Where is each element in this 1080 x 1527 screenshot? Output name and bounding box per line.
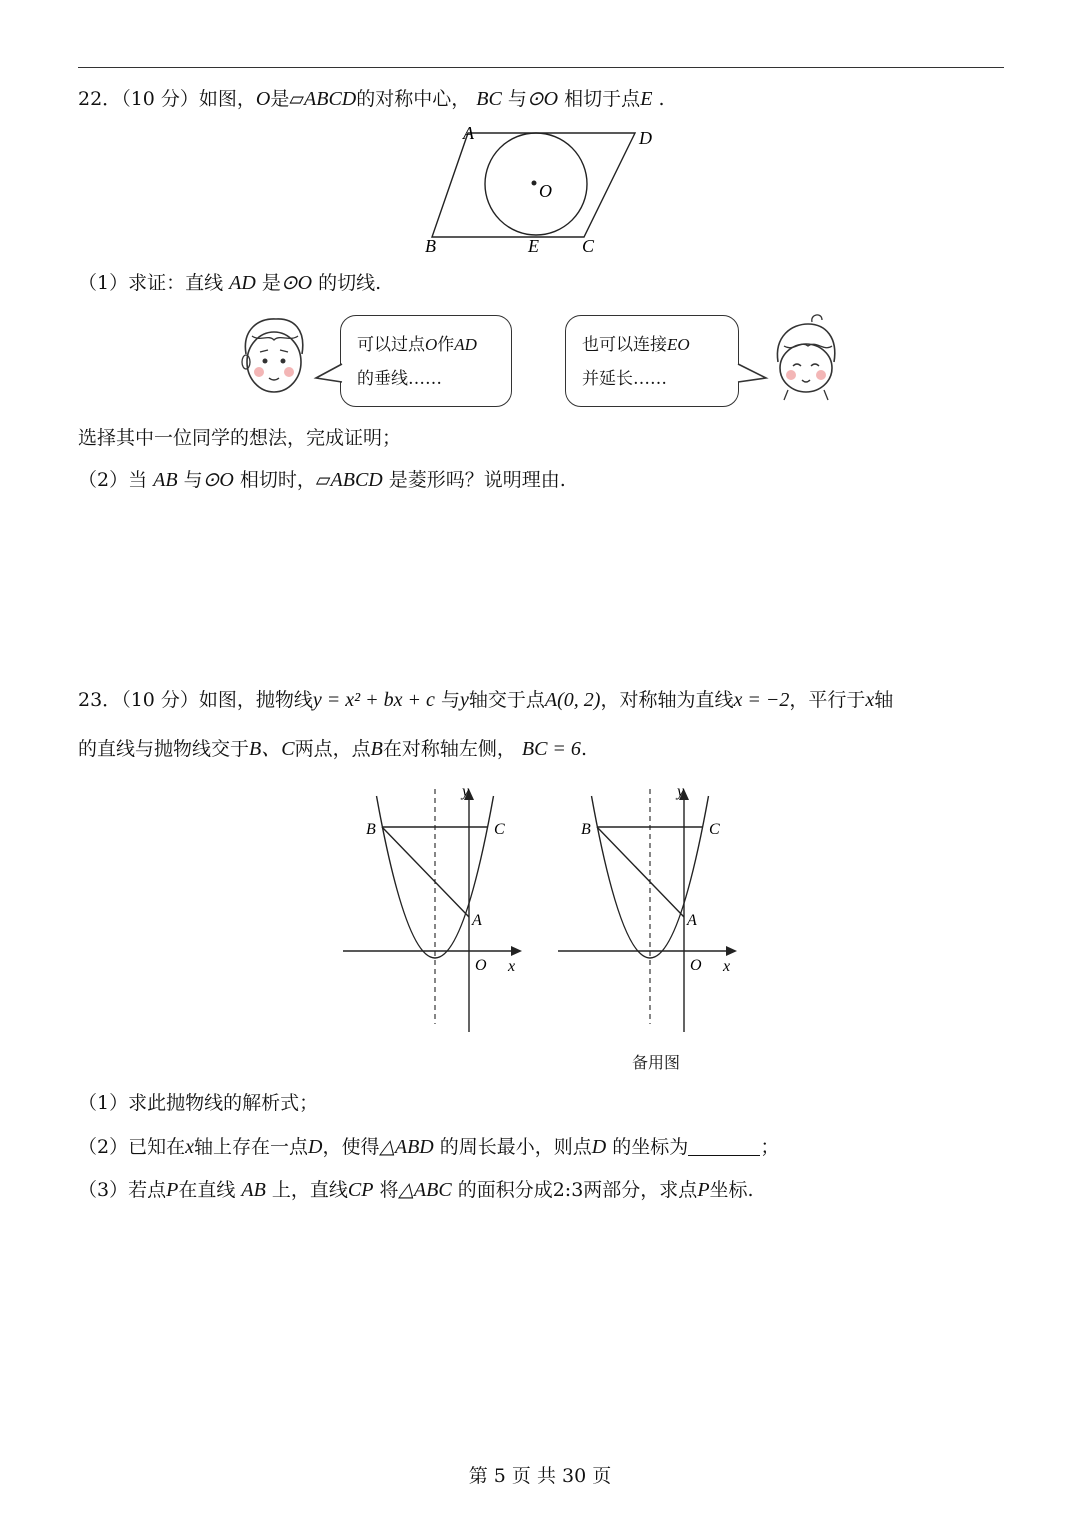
- parallelogram-figure: [420, 120, 670, 260]
- segment-ab: [382, 827, 469, 917]
- label-c: C: [582, 236, 595, 256]
- speech-bubble-right: 也可以连接EO 并延长……: [565, 315, 739, 407]
- label-b: B: [581, 821, 591, 838]
- x-axis-arrow: [726, 946, 737, 956]
- segment-ab: [597, 827, 684, 917]
- label-a: A: [687, 912, 697, 929]
- girl-face-icon: [766, 312, 846, 402]
- q23-part3: （3）若点P在直线 AB 上，直线CP 将△ABC 的面积分成2:3两部分，求点P坐标.: [78, 1179, 754, 1201]
- parabola-graph-main: [340, 784, 530, 1036]
- q22-part1: （1）求证：直线 AD 是⊙O 的切线.: [78, 272, 382, 294]
- q23-stem-line2: 的直线与抛物线交于B、C两点，点B在对称轴左侧， BC = 6.: [78, 738, 587, 760]
- label-x: x: [723, 958, 731, 975]
- label-x: x: [508, 958, 516, 975]
- label-e: E: [528, 236, 539, 256]
- center-dot-o: [532, 181, 537, 186]
- q22-part2: （2）当 AB 与⊙O 相切时，▱ABCD 是菱形吗？说明理由.: [78, 469, 566, 491]
- top-rule: [78, 67, 1004, 68]
- q23-part1: （1）求此抛物线的解析式；: [78, 1092, 319, 1114]
- label-o: O: [690, 957, 702, 974]
- label-o: O: [475, 957, 487, 974]
- label-a: A: [472, 912, 482, 929]
- label-o: O: [539, 181, 552, 201]
- speech-bubble-left: 可以过点O作AD 的垂线……: [340, 315, 512, 407]
- q23-stem-line1: 23．（10 分）如图，抛物线y = x² + bx + c 与y轴交于点A(0, 2)，对称轴为直线x = −2，平行于x轴: [78, 689, 894, 711]
- label-y: y: [677, 784, 685, 800]
- boy-face-icon: [234, 312, 314, 402]
- parabola-graph-spare: [555, 784, 745, 1036]
- bubble-tail-right: [730, 360, 770, 390]
- label-b: B: [425, 236, 436, 256]
- label-a: A: [463, 123, 474, 143]
- x-axis-arrow: [511, 946, 522, 956]
- q22-choose: 选择其中一位同学的想法，完成证明；: [78, 427, 402, 449]
- label-d: D: [639, 128, 652, 148]
- label-b: B: [366, 821, 376, 838]
- bubble-tail-left: [312, 360, 352, 390]
- page-footer: 第 5 页 共 30 页: [468, 1465, 612, 1487]
- spare-figure-caption: 备用图: [632, 1053, 681, 1072]
- label-c: C: [494, 821, 505, 838]
- answer-blank[interactable]: [688, 1137, 760, 1156]
- q22-stem: 22．（10 分）如图，O是▱ABCD的对称中心， BC 与⊙O 相切于点E .: [78, 88, 665, 110]
- q23-part2: （2）已知在x轴上存在一点D，使得△ABD 的周长最小，则点D 的坐标为 ；: [78, 1136, 780, 1158]
- label-y: y: [462, 784, 470, 800]
- label-c: C: [709, 821, 720, 838]
